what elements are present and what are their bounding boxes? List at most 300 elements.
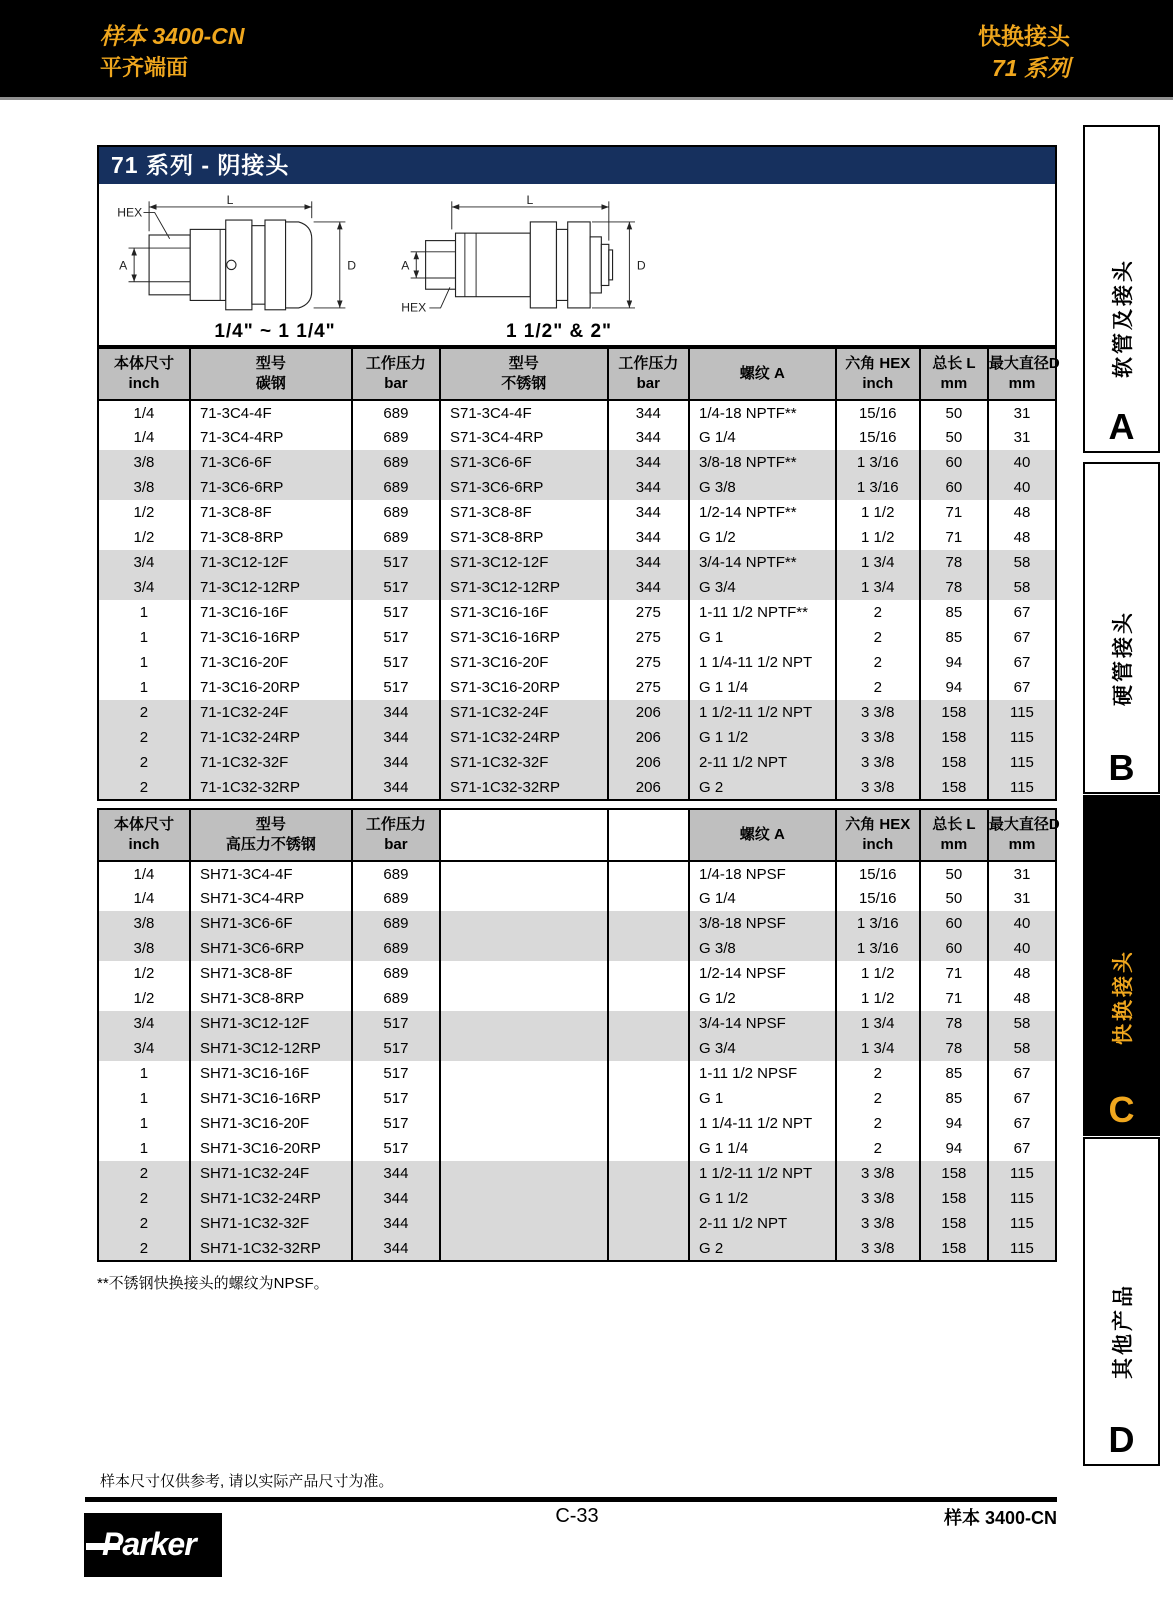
section-block [97, 145, 1057, 347]
cell: 517 [352, 1011, 440, 1036]
cell [440, 1236, 608, 1261]
cell: S71-1C32-24F [440, 700, 608, 725]
cell: 60 [920, 450, 988, 475]
cell: 206 [608, 700, 689, 725]
coupling-large-figure [399, 192, 699, 321]
tab-letter: D [1108, 1419, 1135, 1460]
cell: 344 [608, 400, 689, 425]
cell: 517 [352, 550, 440, 575]
cell: 3/4 [98, 1036, 190, 1061]
cell: 689 [352, 425, 440, 450]
cell: 1 [98, 675, 190, 700]
table-row [98, 450, 1056, 475]
cell: 71-3C16-20RP [190, 675, 352, 700]
cell: 158 [920, 1186, 988, 1211]
cell [440, 961, 608, 986]
cell: S71-3C8-8RP [440, 525, 608, 550]
table-row [98, 886, 1056, 911]
cell: 48 [988, 986, 1056, 1011]
cell: 1 [98, 1136, 190, 1161]
footnote: **不锈钢快换接头的螺纹为NPSF。 [97, 1275, 329, 1292]
coupling-drawing-large [399, 192, 719, 343]
cell: 2 [836, 675, 920, 700]
cell: 3 3/8 [836, 700, 920, 725]
column-header: 型号 不锈钢 [440, 348, 608, 400]
cell: 78 [920, 575, 988, 600]
cell: S71-3C6-6F [440, 450, 608, 475]
cell: 344 [608, 500, 689, 525]
cell: 78 [920, 1011, 988, 1036]
cell: 344 [608, 525, 689, 550]
cell: G 1/4 [689, 425, 836, 450]
cell: 67 [988, 625, 1056, 650]
cell: 1 3/16 [836, 936, 920, 961]
cell [608, 961, 689, 986]
cell: 517 [352, 1086, 440, 1111]
cell: 689 [352, 500, 440, 525]
cell: 1/2 [98, 525, 190, 550]
cell: 1/4-18 NPTF** [689, 400, 836, 425]
cell: 115 [988, 775, 1056, 800]
table-row [98, 675, 1056, 700]
cell: 31 [988, 861, 1056, 886]
cell: SH71-3C6-6RP [190, 936, 352, 961]
cell: 67 [988, 675, 1056, 700]
column-header: 型号 碳钢 [190, 348, 352, 400]
cell: 3/8 [98, 936, 190, 961]
table-row [98, 425, 1056, 450]
cell: G 1 1/4 [689, 1136, 836, 1161]
cell [440, 936, 608, 961]
cell [608, 936, 689, 961]
cell [440, 1211, 608, 1236]
cell [608, 911, 689, 936]
cell: 85 [920, 1086, 988, 1111]
cell: 206 [608, 750, 689, 775]
cell: 689 [352, 986, 440, 1011]
cell: 3/8 [98, 911, 190, 936]
cell: 71 [920, 961, 988, 986]
cell: 275 [608, 625, 689, 650]
cell: 344 [352, 750, 440, 775]
table-row [98, 750, 1056, 775]
cell: 15/16 [836, 886, 920, 911]
cell: SH71-3C12-12F [190, 1011, 352, 1036]
cell: 3 3/8 [836, 1186, 920, 1211]
cell: SH71-3C16-16F [190, 1061, 352, 1086]
table-row [98, 525, 1056, 550]
cell [440, 861, 608, 886]
cell: G 1 1/4 [689, 675, 836, 700]
cell: 1 1/4-11 1/2 NPT [689, 1111, 836, 1136]
cell: 344 [352, 700, 440, 725]
table-row [98, 861, 1056, 886]
cell: 40 [988, 475, 1056, 500]
cell: 71-3C12-12F [190, 550, 352, 575]
cell: 71-3C16-16F [190, 600, 352, 625]
cell [608, 1011, 689, 1036]
parker-logo-word: Parker [102, 1526, 196, 1562]
cell: SH71-3C12-12RP [190, 1036, 352, 1061]
tab-label: 硬管接头 [1111, 609, 1135, 706]
cell: 517 [352, 1061, 440, 1086]
tab-letter: B [1108, 747, 1135, 788]
cell: 71-3C8-8RP [190, 525, 352, 550]
cell: 85 [920, 1061, 988, 1086]
cell [608, 1211, 689, 1236]
cell: 3/4 [98, 550, 190, 575]
catalog-title: 样本 3400-CN [100, 23, 245, 49]
cell: 115 [988, 1186, 1056, 1211]
column-header: 最大直径D mm [988, 809, 1056, 861]
cell: 517 [352, 600, 440, 625]
cell: 158 [920, 1211, 988, 1236]
cell: G 1 1/2 [689, 1186, 836, 1211]
cell: SH71-3C8-8RP [190, 986, 352, 1011]
cell [440, 1011, 608, 1036]
cell: 2 [836, 600, 920, 625]
table-row [98, 1136, 1056, 1161]
cell: S71-3C16-16RP [440, 625, 608, 650]
cell: 689 [352, 475, 440, 500]
cell: 50 [920, 425, 988, 450]
cell: 2 [98, 1211, 190, 1236]
table-row [98, 475, 1056, 500]
cell: 2 [836, 625, 920, 650]
cell: SH71-1C32-24F [190, 1161, 352, 1186]
hex-label: HEX [401, 300, 427, 315]
cell: 344 [608, 475, 689, 500]
cell: 15/16 [836, 400, 920, 425]
cell: S71-1C32-24RP [440, 725, 608, 750]
cell [440, 911, 608, 936]
cell: SH71-3C8-8F [190, 961, 352, 986]
cell: 48 [988, 500, 1056, 525]
cell: 1/2 [98, 986, 190, 1011]
cell [440, 1136, 608, 1161]
column-header: 工作压力 bar [352, 809, 440, 861]
cell: 1 3/4 [836, 1036, 920, 1061]
cell: G 1/2 [689, 986, 836, 1011]
cell: 2 [98, 700, 190, 725]
cell: 40 [988, 450, 1056, 475]
cell: SH71-3C16-20F [190, 1111, 352, 1136]
cell: G 1 [689, 625, 836, 650]
cell: 1 [98, 600, 190, 625]
cell: 15/16 [836, 425, 920, 450]
diagram-area [99, 184, 1055, 345]
cell: 71-3C16-16RP [190, 625, 352, 650]
cell: 2 [836, 1061, 920, 1086]
cell: 3/8 [98, 450, 190, 475]
table-row [98, 625, 1056, 650]
cell: 158 [920, 700, 988, 725]
table-row [98, 1161, 1056, 1186]
table-row [98, 936, 1056, 961]
cell: 58 [988, 1036, 1056, 1061]
cell: 2-11 1/2 NPT [689, 1211, 836, 1236]
cell: 71-3C12-12RP [190, 575, 352, 600]
hex-label: HEX [117, 205, 143, 220]
cell [608, 1236, 689, 1261]
cell: 71 [920, 525, 988, 550]
cell: 71-3C4-4F [190, 400, 352, 425]
cell: G 3/4 [689, 1036, 836, 1061]
cell: 2 [98, 1161, 190, 1186]
cell: 344 [608, 575, 689, 600]
cell: 1 1/2-11 1/2 NPT [689, 700, 836, 725]
column-header: 六角 HEX inch [836, 348, 920, 400]
cell: 71-3C8-8F [190, 500, 352, 525]
table-row [98, 550, 1056, 575]
footer-rule [85, 1497, 1057, 1502]
cell: S71-1C32-32F [440, 750, 608, 775]
table-row [98, 1186, 1056, 1211]
cell: 3 3/8 [836, 1161, 920, 1186]
cell: 67 [988, 650, 1056, 675]
cell: G 1 [689, 1086, 836, 1111]
cell: 71-1C32-24RP [190, 725, 352, 750]
cell: 94 [920, 675, 988, 700]
cell: 344 [608, 450, 689, 475]
cell: 1/4 [98, 861, 190, 886]
cell: 3/4 [98, 575, 190, 600]
cell: S71-3C16-20RP [440, 675, 608, 700]
cell: 689 [352, 525, 440, 550]
sidebar-tab-quick-couplings [1083, 795, 1160, 1136]
cell: 517 [352, 1111, 440, 1136]
cell: 517 [352, 575, 440, 600]
cell: 1 1/2 [836, 500, 920, 525]
table-row [98, 500, 1056, 525]
cell: 3 3/8 [836, 1211, 920, 1236]
cell: 275 [608, 650, 689, 675]
cell: 517 [352, 1136, 440, 1161]
cell: G 3/4 [689, 575, 836, 600]
cell: 3/8 [98, 475, 190, 500]
cell [440, 886, 608, 911]
cell: 2 [98, 1186, 190, 1211]
cell: 50 [920, 400, 988, 425]
cell: 1/4-18 NPSF [689, 861, 836, 886]
cell: 1/4 [98, 425, 190, 450]
series-name: 71 系列 [992, 55, 1070, 81]
cell: 1/2 [98, 961, 190, 986]
table-row [98, 1211, 1056, 1236]
tab-letter: C [1108, 1089, 1135, 1130]
table-row [98, 725, 1056, 750]
cell: 206 [608, 775, 689, 800]
cell [440, 1186, 608, 1211]
cell: 58 [988, 1011, 1056, 1036]
cell: 158 [920, 1161, 988, 1186]
cell: 85 [920, 625, 988, 650]
cell: 2 [98, 725, 190, 750]
cell: SH71-3C4-4RP [190, 886, 352, 911]
dim-label-L: L [526, 193, 534, 208]
coupling-small-figure [115, 192, 415, 321]
table-row [98, 600, 1056, 625]
table-row [98, 650, 1056, 675]
cell: 115 [988, 700, 1056, 725]
cell [440, 1086, 608, 1111]
column-header: 本体尺寸 inch [98, 348, 190, 400]
table-row [98, 575, 1056, 600]
column-header: 型号 高压力不锈钢 [190, 809, 352, 861]
cell: SH71-3C4-4F [190, 861, 352, 886]
header-right [978, 20, 1070, 84]
cell [608, 1136, 689, 1161]
cell: 1 [98, 1111, 190, 1136]
cell: 689 [352, 936, 440, 961]
cell: SH71-1C32-32RP [190, 1236, 352, 1261]
column-header [440, 809, 608, 861]
cell: 1 [98, 1086, 190, 1111]
table-row [98, 1086, 1056, 1111]
cell: S71-3C4-4RP [440, 425, 608, 450]
cell: 1/4 [98, 400, 190, 425]
cell: 60 [920, 936, 988, 961]
table-row [98, 700, 1056, 725]
cell: G 3/8 [689, 936, 836, 961]
column-header [608, 809, 689, 861]
cell: G 1 1/2 [689, 725, 836, 750]
table-row [98, 961, 1056, 986]
cell: 31 [988, 400, 1056, 425]
cell: 67 [988, 600, 1056, 625]
tab-letter: A [1108, 406, 1135, 447]
cell: 71-1C32-32F [190, 750, 352, 775]
table-row [98, 1061, 1056, 1086]
cell: 689 [352, 886, 440, 911]
cell [440, 1111, 608, 1136]
cell: 689 [352, 450, 440, 475]
table-row [98, 1011, 1056, 1036]
cell: 344 [608, 550, 689, 575]
cell: 1/2 [98, 500, 190, 525]
cell [608, 1061, 689, 1086]
cell: 31 [988, 886, 1056, 911]
cell: S71-3C12-12RP [440, 575, 608, 600]
cell: 71-3C6-6RP [190, 475, 352, 500]
cell: 3/4-14 NPSF [689, 1011, 836, 1036]
cell: 31 [988, 425, 1056, 450]
column-header: 六角 HEX inch [836, 809, 920, 861]
cell: 1 [98, 1061, 190, 1086]
cell: 344 [352, 1186, 440, 1211]
cell: 517 [352, 675, 440, 700]
spec-table-high-pressure [97, 808, 1060, 1262]
cell: 1 3/4 [836, 550, 920, 575]
cell: 58 [988, 575, 1056, 600]
cell: S71-3C8-8F [440, 500, 608, 525]
cell: 115 [988, 750, 1056, 775]
cell: 1 1/2 [836, 986, 920, 1011]
cell [440, 1161, 608, 1186]
cell: 1 3/16 [836, 450, 920, 475]
cell: 3/8-18 NPSF [689, 911, 836, 936]
cell: 40 [988, 936, 1056, 961]
cell: 2 [836, 1136, 920, 1161]
column-header: 工作压力 bar [608, 348, 689, 400]
cell: 689 [352, 911, 440, 936]
cell: 50 [920, 886, 988, 911]
cell [608, 1186, 689, 1211]
table-row [98, 1111, 1056, 1136]
cell: 344 [352, 725, 440, 750]
cell: 1 3/16 [836, 475, 920, 500]
section-title: 71 系列 - 阴接头 [99, 147, 1055, 184]
cell: 2 [98, 775, 190, 800]
cell: 71-3C16-20F [190, 650, 352, 675]
table-row [98, 1236, 1056, 1261]
cell: SH71-3C16-16RP [190, 1086, 352, 1111]
cell: S71-3C16-20F [440, 650, 608, 675]
cell: 3/4-14 NPTF** [689, 550, 836, 575]
cell: 1 [98, 625, 190, 650]
cell: 58 [988, 550, 1056, 575]
cell: 1 1/2-11 1/2 NPT [689, 1161, 836, 1186]
cell: 85 [920, 600, 988, 625]
drawing-caption-small: 1/4" ~ 1 1/4" [214, 321, 336, 342]
dim-label-D: D [636, 258, 646, 273]
cell: 517 [352, 625, 440, 650]
sidebar-tab-other-products [1083, 1137, 1160, 1466]
sidebar-tab-hose-fittings [1083, 125, 1160, 453]
cell: 275 [608, 600, 689, 625]
cell: 517 [352, 1036, 440, 1061]
table-row [98, 986, 1056, 1011]
cell: 158 [920, 725, 988, 750]
tab-label: 软管及接头 [1111, 258, 1135, 379]
cell: 67 [988, 1111, 1056, 1136]
cell: 78 [920, 550, 988, 575]
dim-label-A: A [401, 258, 410, 273]
drawing-caption-large: 1 1/2" & 2" [505, 321, 613, 342]
cell: 2-11 1/2 NPT [689, 750, 836, 775]
spec-table-standard [97, 347, 1060, 801]
dim-label-D: D [347, 258, 357, 273]
cell: 1/2-14 NPSF [689, 961, 836, 986]
cell: 344 [352, 1211, 440, 1236]
cell: 67 [988, 1061, 1056, 1086]
coupling-drawing-small [115, 192, 435, 343]
cell: G 3/8 [689, 475, 836, 500]
cell: 1 1/4-11 1/2 NPT [689, 650, 836, 675]
cell: G 1/4 [689, 886, 836, 911]
cell [440, 1061, 608, 1086]
cell: 3 3/8 [836, 1236, 920, 1261]
cell: 3/4 [98, 1011, 190, 1036]
cell: SH71-3C16-20RP [190, 1136, 352, 1161]
cell: 15/16 [836, 861, 920, 886]
table-row [98, 1036, 1056, 1061]
cell: G 1/2 [689, 525, 836, 550]
column-header: 螺纹 A [689, 348, 836, 400]
cell: 48 [988, 525, 1056, 550]
cell: 344 [608, 425, 689, 450]
cell [608, 886, 689, 911]
cell: 1 3/4 [836, 575, 920, 600]
cell: G 2 [689, 775, 836, 800]
cell: 78 [920, 1036, 988, 1061]
cell: 1-11 1/2 NPTF** [689, 600, 836, 625]
cell [608, 986, 689, 1011]
cell: 60 [920, 475, 988, 500]
sidebar-tab-tube-fittings [1083, 462, 1160, 794]
cell: 2 [98, 750, 190, 775]
column-header: 总长 L mm [920, 348, 988, 400]
